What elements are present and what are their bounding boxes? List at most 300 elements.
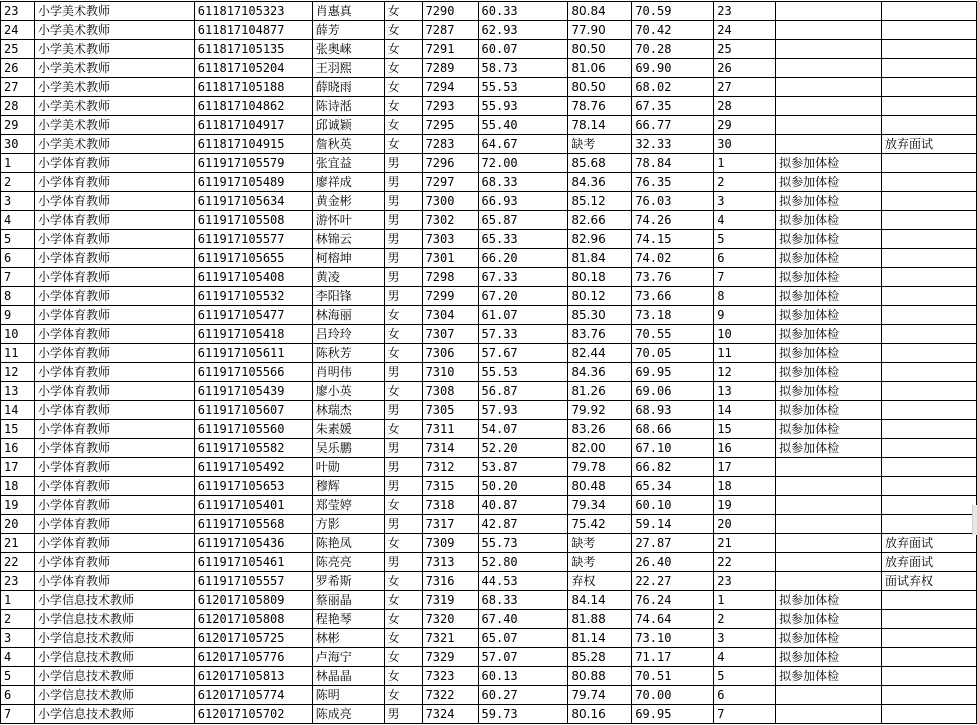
- cell-seat-number[interactable]: 7296: [422, 154, 478, 173]
- cell-remark[interactable]: [882, 591, 977, 610]
- cell-seat-number[interactable]: 7313: [422, 553, 478, 572]
- cell-seat-number[interactable]: 7293: [422, 97, 478, 116]
- cell-rank[interactable]: 15: [714, 420, 776, 439]
- cell-position[interactable]: 小学体育教师: [34, 534, 194, 553]
- cell-position[interactable]: 小学体育教师: [34, 306, 194, 325]
- cell-written-score[interactable]: 55.73: [478, 534, 568, 553]
- cell-rank[interactable]: 2: [714, 173, 776, 192]
- cell-exam-number[interactable]: 612017105808: [194, 610, 312, 629]
- cell-remark[interactable]: [882, 59, 977, 78]
- cell-exam-number[interactable]: 611817104877: [194, 21, 312, 40]
- cell-written-score[interactable]: 60.07: [478, 40, 568, 59]
- cell-total-score[interactable]: 70.28: [632, 40, 714, 59]
- cell-seat-number[interactable]: 7297: [422, 173, 478, 192]
- cell-interview-score[interactable]: 79.92: [568, 401, 632, 420]
- cell-position[interactable]: 小学信息技术教师: [34, 648, 194, 667]
- scrollbar-edge[interactable]: [972, 505, 977, 535]
- cell-rank[interactable]: 7: [714, 705, 776, 724]
- cell-seat-number[interactable]: 7295: [422, 116, 478, 135]
- cell-row-index[interactable]: 20: [1, 515, 35, 534]
- cell-position[interactable]: 小学美术教师: [34, 59, 194, 78]
- cell-gender[interactable]: 女: [384, 325, 422, 344]
- cell-seat-number[interactable]: 7291: [422, 40, 478, 59]
- cell-physical-exam-note[interactable]: [776, 686, 882, 705]
- cell-rank[interactable]: 17: [714, 458, 776, 477]
- cell-rank[interactable]: 25: [714, 40, 776, 59]
- cell-gender[interactable]: 男: [384, 477, 422, 496]
- cell-interview-score[interactable]: 缺考: [568, 553, 632, 572]
- cell-seat-number[interactable]: 7322: [422, 686, 478, 705]
- cell-physical-exam-note[interactable]: [776, 40, 882, 59]
- cell-total-score[interactable]: 60.10: [632, 496, 714, 515]
- cell-exam-number[interactable]: 611917105489: [194, 173, 312, 192]
- cell-row-index[interactable]: 2: [1, 173, 35, 192]
- cell-total-score[interactable]: 67.10: [632, 439, 714, 458]
- cell-written-score[interactable]: 52.80: [478, 553, 568, 572]
- cell-exam-number[interactable]: 611917105653: [194, 477, 312, 496]
- cell-total-score[interactable]: 69.95: [632, 363, 714, 382]
- cell-seat-number[interactable]: 7315: [422, 477, 478, 496]
- cell-position[interactable]: 小学体育教师: [34, 211, 194, 230]
- cell-seat-number[interactable]: 7318: [422, 496, 478, 515]
- cell-rank[interactable]: 14: [714, 401, 776, 420]
- cell-written-score[interactable]: 64.67: [478, 135, 568, 154]
- cell-written-score[interactable]: 66.93: [478, 192, 568, 211]
- cell-remark[interactable]: [882, 249, 977, 268]
- cell-exam-number[interactable]: 611817105323: [194, 2, 312, 21]
- cell-remark[interactable]: [882, 2, 977, 21]
- cell-physical-exam-note[interactable]: [776, 135, 882, 154]
- cell-interview-score[interactable]: 82.66: [568, 211, 632, 230]
- cell-gender[interactable]: 男: [384, 705, 422, 724]
- cell-gender[interactable]: 女: [384, 135, 422, 154]
- cell-remark[interactable]: [882, 230, 977, 249]
- cell-position[interactable]: 小学信息技术教师: [34, 667, 194, 686]
- cell-written-score[interactable]: 55.93: [478, 97, 568, 116]
- cell-interview-score[interactable]: 80.48: [568, 477, 632, 496]
- cell-rank[interactable]: 4: [714, 648, 776, 667]
- cell-total-score[interactable]: 71.17: [632, 648, 714, 667]
- cell-position[interactable]: 小学信息技术教师: [34, 610, 194, 629]
- cell-name[interactable]: 薛晓雨: [312, 78, 384, 97]
- cell-physical-exam-note[interactable]: [776, 59, 882, 78]
- cell-position[interactable]: 小学美术教师: [34, 2, 194, 21]
- cell-interview-score[interactable]: 79.74: [568, 686, 632, 705]
- cell-interview-score[interactable]: 81.88: [568, 610, 632, 629]
- cell-written-score[interactable]: 40.87: [478, 496, 568, 515]
- cell-remark[interactable]: [882, 21, 977, 40]
- cell-row-index[interactable]: 16: [1, 439, 35, 458]
- cell-gender[interactable]: 女: [384, 59, 422, 78]
- cell-exam-number[interactable]: 611917105560: [194, 420, 312, 439]
- cell-row-index[interactable]: 17: [1, 458, 35, 477]
- cell-gender[interactable]: 男: [384, 363, 422, 382]
- cell-row-index[interactable]: 6: [1, 249, 35, 268]
- cell-gender[interactable]: 女: [384, 382, 422, 401]
- cell-seat-number[interactable]: 7301: [422, 249, 478, 268]
- cell-position[interactable]: 小学体育教师: [34, 515, 194, 534]
- cell-row-index[interactable]: 5: [1, 667, 35, 686]
- cell-remark[interactable]: [882, 306, 977, 325]
- cell-rank[interactable]: 23: [714, 2, 776, 21]
- cell-position[interactable]: 小学体育教师: [34, 173, 194, 192]
- cell-seat-number[interactable]: 7283: [422, 135, 478, 154]
- cell-interview-score[interactable]: 80.88: [568, 667, 632, 686]
- cell-written-score[interactable]: 56.87: [478, 382, 568, 401]
- cell-physical-exam-note[interactable]: [776, 496, 882, 515]
- cell-rank[interactable]: 18: [714, 477, 776, 496]
- cell-total-score[interactable]: 70.51: [632, 667, 714, 686]
- cell-name[interactable]: 詹秋英: [312, 135, 384, 154]
- cell-seat-number[interactable]: 7323: [422, 667, 478, 686]
- cell-seat-number[interactable]: 7305: [422, 401, 478, 420]
- cell-written-score[interactable]: 65.33: [478, 230, 568, 249]
- cell-total-score[interactable]: 76.03: [632, 192, 714, 211]
- cell-written-score[interactable]: 58.73: [478, 59, 568, 78]
- cell-position[interactable]: 小学体育教师: [34, 439, 194, 458]
- cell-gender[interactable]: 男: [384, 401, 422, 420]
- cell-exam-number[interactable]: 611917105408: [194, 268, 312, 287]
- cell-row-index[interactable]: 11: [1, 344, 35, 363]
- cell-rank[interactable]: 9: [714, 306, 776, 325]
- cell-total-score[interactable]: 70.00: [632, 686, 714, 705]
- cell-exam-number[interactable]: 611917105461: [194, 553, 312, 572]
- cell-name[interactable]: 陈秋芳: [312, 344, 384, 363]
- cell-seat-number[interactable]: 7304: [422, 306, 478, 325]
- cell-interview-score[interactable]: 83.26: [568, 420, 632, 439]
- cell-physical-exam-note[interactable]: 拟参加体检: [776, 610, 882, 629]
- cell-interview-score[interactable]: 79.34: [568, 496, 632, 515]
- cell-seat-number[interactable]: 7310: [422, 363, 478, 382]
- cell-gender[interactable]: 男: [384, 458, 422, 477]
- cell-exam-number[interactable]: 611917105418: [194, 325, 312, 344]
- cell-exam-number[interactable]: 611817105188: [194, 78, 312, 97]
- cell-gender[interactable]: 女: [384, 116, 422, 135]
- cell-remark[interactable]: [882, 363, 977, 382]
- cell-written-score[interactable]: 61.07: [478, 306, 568, 325]
- cell-interview-score[interactable]: 81.26: [568, 382, 632, 401]
- cell-position[interactable]: 小学体育教师: [34, 154, 194, 173]
- cell-written-score[interactable]: 57.93: [478, 401, 568, 420]
- cell-exam-number[interactable]: 612017105702: [194, 705, 312, 724]
- cell-position[interactable]: 小学美术教师: [34, 97, 194, 116]
- cell-gender[interactable]: 女: [384, 629, 422, 648]
- cell-name[interactable]: 游怀叶: [312, 211, 384, 230]
- cell-remark[interactable]: [882, 667, 977, 686]
- cell-physical-exam-note[interactable]: 拟参加体检: [776, 325, 882, 344]
- cell-interview-score[interactable]: 80.84: [568, 2, 632, 21]
- cell-interview-score[interactable]: 80.50: [568, 78, 632, 97]
- cell-rank[interactable]: 23: [714, 572, 776, 591]
- cell-written-score[interactable]: 72.00: [478, 154, 568, 173]
- cell-seat-number[interactable]: 7306: [422, 344, 478, 363]
- cell-seat-number[interactable]: 7311: [422, 420, 478, 439]
- cell-total-score[interactable]: 27.87: [632, 534, 714, 553]
- cell-interview-score[interactable]: 80.50: [568, 40, 632, 59]
- cell-written-score[interactable]: 62.93: [478, 21, 568, 40]
- cell-row-index[interactable]: 4: [1, 211, 35, 230]
- cell-rank[interactable]: 4: [714, 211, 776, 230]
- cell-name[interactable]: 陈亮亮: [312, 553, 384, 572]
- cell-gender[interactable]: 女: [384, 667, 422, 686]
- cell-physical-exam-note[interactable]: 拟参加体检: [776, 667, 882, 686]
- cell-total-score[interactable]: 69.95: [632, 705, 714, 724]
- cell-rank[interactable]: 20: [714, 515, 776, 534]
- cell-row-index[interactable]: 27: [1, 78, 35, 97]
- cell-total-score[interactable]: 59.14: [632, 515, 714, 534]
- cell-written-score[interactable]: 67.33: [478, 268, 568, 287]
- cell-remark[interactable]: [882, 154, 977, 173]
- cell-name[interactable]: 廖小英: [312, 382, 384, 401]
- cell-position[interactable]: 小学美术教师: [34, 135, 194, 154]
- cell-total-score[interactable]: 68.93: [632, 401, 714, 420]
- cell-total-score[interactable]: 78.84: [632, 154, 714, 173]
- cell-interview-score[interactable]: 81.14: [568, 629, 632, 648]
- cell-rank[interactable]: 8: [714, 287, 776, 306]
- cell-written-score[interactable]: 50.20: [478, 477, 568, 496]
- cell-remark[interactable]: [882, 382, 977, 401]
- cell-physical-exam-note[interactable]: [776, 97, 882, 116]
- cell-rank[interactable]: 7: [714, 268, 776, 287]
- cell-exam-number[interactable]: 611917105532: [194, 287, 312, 306]
- cell-row-index[interactable]: 10: [1, 325, 35, 344]
- cell-row-index[interactable]: 7: [1, 268, 35, 287]
- cell-name[interactable]: 叶勋: [312, 458, 384, 477]
- cell-written-score[interactable]: 66.20: [478, 249, 568, 268]
- cell-physical-exam-note[interactable]: 拟参加体检: [776, 230, 882, 249]
- cell-gender[interactable]: 女: [384, 344, 422, 363]
- cell-physical-exam-note[interactable]: [776, 78, 882, 97]
- cell-gender[interactable]: 女: [384, 78, 422, 97]
- cell-gender[interactable]: 男: [384, 249, 422, 268]
- cell-total-score[interactable]: 70.59: [632, 2, 714, 21]
- cell-written-score[interactable]: 60.27: [478, 686, 568, 705]
- cell-name[interactable]: 陈明: [312, 686, 384, 705]
- cell-position[interactable]: 小学体育教师: [34, 192, 194, 211]
- cell-seat-number[interactable]: 7294: [422, 78, 478, 97]
- cell-name[interactable]: 李阳锋: [312, 287, 384, 306]
- cell-position[interactable]: 小学美术教师: [34, 78, 194, 97]
- cell-total-score[interactable]: 68.66: [632, 420, 714, 439]
- cell-interview-score[interactable]: 80.12: [568, 287, 632, 306]
- cell-interview-score[interactable]: 85.28: [568, 648, 632, 667]
- cell-interview-score[interactable]: 84.36: [568, 363, 632, 382]
- cell-physical-exam-note[interactable]: [776, 553, 882, 572]
- cell-physical-exam-note[interactable]: [776, 534, 882, 553]
- cell-physical-exam-note[interactable]: [776, 2, 882, 21]
- cell-remark[interactable]: [882, 477, 977, 496]
- cell-physical-exam-note[interactable]: 拟参加体检: [776, 154, 882, 173]
- cell-rank[interactable]: 13: [714, 382, 776, 401]
- cell-position[interactable]: 小学体育教师: [34, 458, 194, 477]
- cell-seat-number[interactable]: 7287: [422, 21, 478, 40]
- cell-exam-number[interactable]: 611917105492: [194, 458, 312, 477]
- cell-exam-number[interactable]: 611917105655: [194, 249, 312, 268]
- cell-total-score[interactable]: 74.02: [632, 249, 714, 268]
- cell-written-score[interactable]: 68.33: [478, 591, 568, 610]
- cell-interview-score[interactable]: 84.14: [568, 591, 632, 610]
- cell-total-score[interactable]: 66.77: [632, 116, 714, 135]
- cell-written-score[interactable]: 44.53: [478, 572, 568, 591]
- cell-row-index[interactable]: 13: [1, 382, 35, 401]
- cell-seat-number[interactable]: 7307: [422, 325, 478, 344]
- cell-rank[interactable]: 6: [714, 686, 776, 705]
- cell-position[interactable]: 小学体育教师: [34, 420, 194, 439]
- cell-interview-score[interactable]: 80.18: [568, 268, 632, 287]
- cell-exam-number[interactable]: 611917105401: [194, 496, 312, 515]
- cell-position[interactable]: 小学体育教师: [34, 230, 194, 249]
- cell-row-index[interactable]: 26: [1, 59, 35, 78]
- cell-total-score[interactable]: 26.40: [632, 553, 714, 572]
- cell-rank[interactable]: 28: [714, 97, 776, 116]
- cell-interview-score[interactable]: 弃权: [568, 572, 632, 591]
- cell-total-score[interactable]: 22.27: [632, 572, 714, 591]
- cell-row-index[interactable]: 3: [1, 192, 35, 211]
- cell-name[interactable]: 林瑞杰: [312, 401, 384, 420]
- cell-physical-exam-note[interactable]: [776, 458, 882, 477]
- cell-interview-score[interactable]: 82.00: [568, 439, 632, 458]
- cell-name[interactable]: 罗希斯: [312, 572, 384, 591]
- cell-interview-score[interactable]: 77.90: [568, 21, 632, 40]
- cell-position[interactable]: 小学美术教师: [34, 40, 194, 59]
- cell-name[interactable]: 林彬: [312, 629, 384, 648]
- cell-name[interactable]: 廖祥成: [312, 173, 384, 192]
- cell-physical-exam-note[interactable]: 拟参加体检: [776, 401, 882, 420]
- cell-interview-score[interactable]: 缺考: [568, 135, 632, 154]
- cell-seat-number[interactable]: 7308: [422, 382, 478, 401]
- cell-row-index[interactable]: 9: [1, 306, 35, 325]
- cell-remark[interactable]: [882, 610, 977, 629]
- cell-name[interactable]: 吴乐鹏: [312, 439, 384, 458]
- cell-rank[interactable]: 1: [714, 154, 776, 173]
- cell-gender[interactable]: 男: [384, 553, 422, 572]
- cell-written-score[interactable]: 67.40: [478, 610, 568, 629]
- cell-remark[interactable]: [882, 439, 977, 458]
- cell-interview-score[interactable]: 78.14: [568, 116, 632, 135]
- cell-exam-number[interactable]: 611917105477: [194, 306, 312, 325]
- cell-rank[interactable]: 6: [714, 249, 776, 268]
- cell-remark[interactable]: [882, 496, 977, 515]
- cell-row-index[interactable]: 23: [1, 572, 35, 591]
- cell-total-score[interactable]: 32.33: [632, 135, 714, 154]
- cell-exam-number[interactable]: 611917105577: [194, 230, 312, 249]
- cell-physical-exam-note[interactable]: [776, 116, 882, 135]
- cell-gender[interactable]: 女: [384, 610, 422, 629]
- cell-gender[interactable]: 女: [384, 591, 422, 610]
- cell-position[interactable]: 小学体育教师: [34, 249, 194, 268]
- cell-name[interactable]: 黄凌: [312, 268, 384, 287]
- cell-row-index[interactable]: 15: [1, 420, 35, 439]
- cell-exam-number[interactable]: 611817105204: [194, 59, 312, 78]
- cell-interview-score[interactable]: 缺考: [568, 534, 632, 553]
- cell-interview-score[interactable]: 85.30: [568, 306, 632, 325]
- cell-rank[interactable]: 5: [714, 667, 776, 686]
- cell-position[interactable]: 小学体育教师: [34, 325, 194, 344]
- cell-name[interactable]: 薛芳: [312, 21, 384, 40]
- cell-seat-number[interactable]: 7314: [422, 439, 478, 458]
- cell-total-score[interactable]: 69.90: [632, 59, 714, 78]
- cell-rank[interactable]: 21: [714, 534, 776, 553]
- cell-name[interactable]: 肖惠真: [312, 2, 384, 21]
- cell-total-score[interactable]: 65.34: [632, 477, 714, 496]
- cell-rank[interactable]: 26: [714, 59, 776, 78]
- cell-exam-number[interactable]: 611917105634: [194, 192, 312, 211]
- cell-total-score[interactable]: 74.26: [632, 211, 714, 230]
- cell-name[interactable]: 朱素媛: [312, 420, 384, 439]
- cell-row-index[interactable]: 19: [1, 496, 35, 515]
- cell-gender[interactable]: 男: [384, 515, 422, 534]
- cell-written-score[interactable]: 55.53: [478, 78, 568, 97]
- cell-gender[interactable]: 女: [384, 572, 422, 591]
- cell-rank[interactable]: 2: [714, 610, 776, 629]
- cell-row-index[interactable]: 25: [1, 40, 35, 59]
- cell-row-index[interactable]: 3: [1, 629, 35, 648]
- cell-physical-exam-note[interactable]: 拟参加体检: [776, 268, 882, 287]
- cell-name[interactable]: 王羽熙: [312, 59, 384, 78]
- cell-interview-score[interactable]: 78.76: [568, 97, 632, 116]
- cell-row-index[interactable]: 22: [1, 553, 35, 572]
- cell-seat-number[interactable]: 7303: [422, 230, 478, 249]
- cell-exam-number[interactable]: 611917105557: [194, 572, 312, 591]
- cell-remark[interactable]: 放弃面试: [882, 534, 977, 553]
- cell-row-index[interactable]: 2: [1, 610, 35, 629]
- cell-physical-exam-note[interactable]: 拟参加体检: [776, 192, 882, 211]
- cell-position[interactable]: 小学信息技术教师: [34, 591, 194, 610]
- cell-gender[interactable]: 男: [384, 268, 422, 287]
- cell-rank[interactable]: 30: [714, 135, 776, 154]
- cell-name[interactable]: 柯榕坤: [312, 249, 384, 268]
- cell-seat-number[interactable]: 7316: [422, 572, 478, 591]
- cell-name[interactable]: 林锦云: [312, 230, 384, 249]
- cell-total-score[interactable]: 70.42: [632, 21, 714, 40]
- cell-remark[interactable]: [882, 40, 977, 59]
- cell-seat-number[interactable]: 7321: [422, 629, 478, 648]
- cell-name[interactable]: 方影: [312, 515, 384, 534]
- cell-total-score[interactable]: 70.05: [632, 344, 714, 363]
- cell-name[interactable]: 林晶晶: [312, 667, 384, 686]
- cell-gender[interactable]: 男: [384, 439, 422, 458]
- cell-exam-number[interactable]: 611917105566: [194, 363, 312, 382]
- cell-remark[interactable]: [882, 705, 977, 724]
- cell-physical-exam-note[interactable]: 拟参加体检: [776, 629, 882, 648]
- cell-name[interactable]: 张宜益: [312, 154, 384, 173]
- cell-position[interactable]: 小学体育教师: [34, 344, 194, 363]
- cell-name[interactable]: 陈诗湉: [312, 97, 384, 116]
- cell-seat-number[interactable]: 7329: [422, 648, 478, 667]
- cell-interview-score[interactable]: 82.96: [568, 230, 632, 249]
- cell-written-score[interactable]: 57.67: [478, 344, 568, 363]
- cell-row-index[interactable]: 24: [1, 21, 35, 40]
- cell-seat-number[interactable]: 7319: [422, 591, 478, 610]
- cell-exam-number[interactable]: 611917105436: [194, 534, 312, 553]
- cell-rank[interactable]: 19: [714, 496, 776, 515]
- cell-gender[interactable]: 男: [384, 211, 422, 230]
- cell-interview-score[interactable]: 79.78: [568, 458, 632, 477]
- cell-row-index[interactable]: 1: [1, 154, 35, 173]
- cell-gender[interactable]: 男: [384, 230, 422, 249]
- cell-rank[interactable]: 1: [714, 591, 776, 610]
- cell-row-index[interactable]: 18: [1, 477, 35, 496]
- cell-physical-exam-note[interactable]: [776, 21, 882, 40]
- cell-seat-number[interactable]: 7309: [422, 534, 478, 553]
- cell-total-score[interactable]: 74.15: [632, 230, 714, 249]
- cell-written-score[interactable]: 53.87: [478, 458, 568, 477]
- cell-row-index[interactable]: 8: [1, 287, 35, 306]
- cell-remark[interactable]: [882, 116, 977, 135]
- cell-remark[interactable]: [882, 515, 977, 534]
- cell-seat-number[interactable]: 7298: [422, 268, 478, 287]
- cell-written-score[interactable]: 52.20: [478, 439, 568, 458]
